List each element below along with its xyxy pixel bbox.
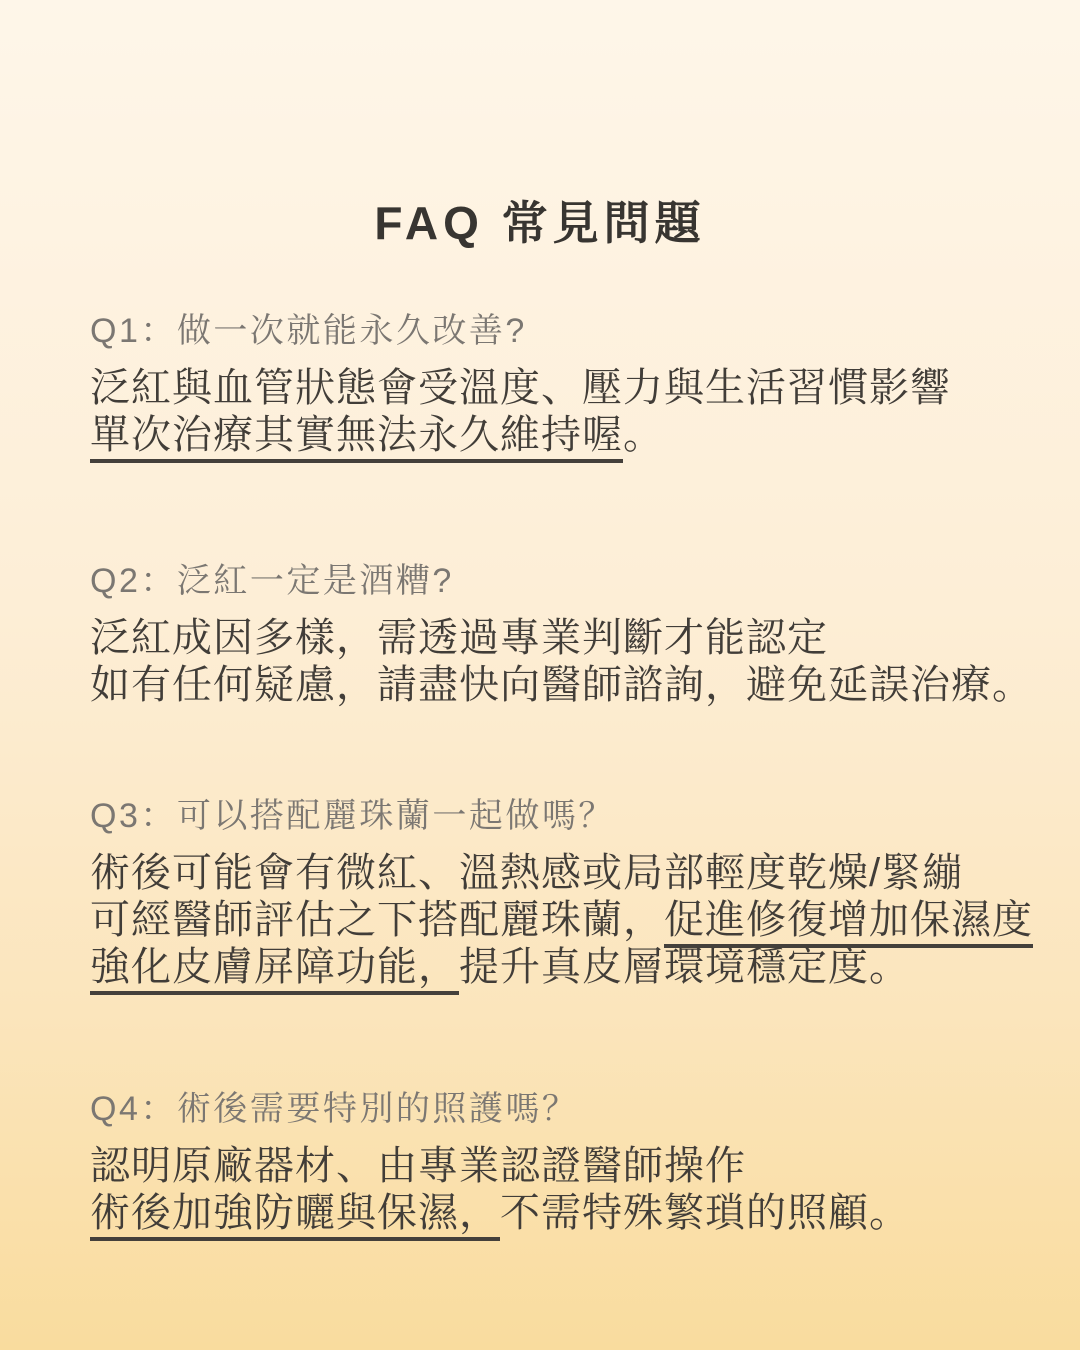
faq-item-2 xyxy=(90,561,1033,709)
answer-line xyxy=(90,365,1020,412)
answer-line xyxy=(90,412,1020,459)
answer-segment: 認明原廠器材、由專業認證醫師操作 xyxy=(90,1144,746,1188)
answer-2-text xyxy=(90,615,1033,709)
answer-line xyxy=(90,850,1020,897)
question-3-label: Q3：可以搭配麗珠蘭一起做嗎？ xyxy=(90,797,615,835)
answer-line xyxy=(90,1190,1020,1237)
answer-segment: 可經醫師評估之下搭配麗珠蘭， xyxy=(90,898,664,942)
answer-segment: 不需特殊繁瑣的照顧。 xyxy=(500,1191,910,1235)
answer-segment-underlined: 強化皮膚屏障功能， xyxy=(90,945,459,989)
answer-segment: 如有任何疑慮，請盡快向醫師諮詢，避免延誤治療。 xyxy=(90,663,1033,707)
answer-line xyxy=(90,897,1033,944)
answer-line xyxy=(90,1143,1020,1190)
answer-segment: 提升真皮層環境穩定度。 xyxy=(459,945,910,989)
answer-segment: 術後可能會有微紅、溫熱感或局部輕度乾燥/緊繃 xyxy=(90,851,964,895)
answer-line xyxy=(90,615,1020,662)
question-2-label: Q2：泛紅一定是酒糟? xyxy=(90,562,454,600)
answer-3-text xyxy=(90,850,1033,991)
answer-segment-underlined: 促進修復增加保濕度 xyxy=(664,898,1033,942)
answer-segment: 泛紅與血管狀態會受溫度、壓力與生活習慣影響 xyxy=(90,366,951,410)
answer-segment: 泛紅成因多樣，需透過專業判斷才能認定 xyxy=(90,616,828,660)
answer-1-text xyxy=(90,365,1020,459)
answer-segment-underlined: 術後加強防曬與保濕， xyxy=(90,1191,500,1235)
page-title: FAQ 常見問題 xyxy=(374,196,706,249)
answer-4-text xyxy=(90,1143,1020,1237)
faq-item-1 xyxy=(90,311,1020,459)
faq-item-4 xyxy=(90,1089,1020,1237)
question-1-label: Q1：做一次就能永久改善? xyxy=(90,312,527,350)
answer-segment: 。 xyxy=(623,413,664,457)
faq-item-3 xyxy=(90,796,1033,991)
question-4-label: Q4：術後需要特別的照護嗎？ xyxy=(90,1090,579,1128)
answer-line xyxy=(90,944,1020,991)
answer-segment-underlined: 單次治療其實無法永久維持喔 xyxy=(90,413,623,457)
answer-line xyxy=(90,662,1033,709)
